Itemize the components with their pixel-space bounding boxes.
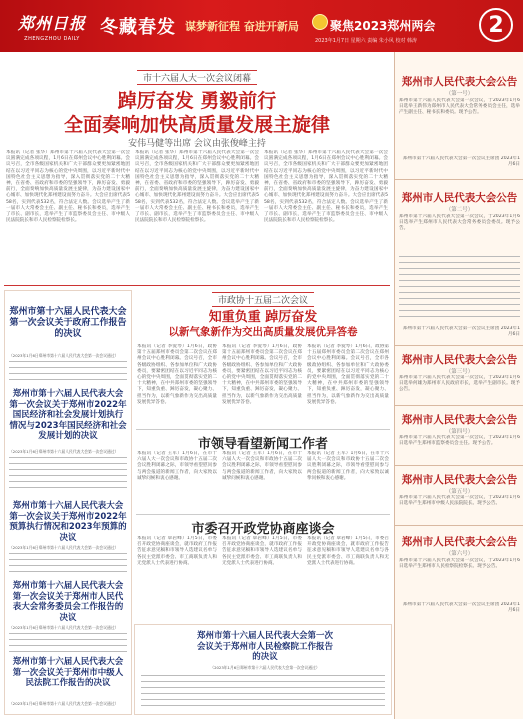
notice-title-6: 郑州市人民代表大会公告 bbox=[401, 536, 518, 548]
decisions-panel bbox=[4, 290, 132, 715]
notice-namelist-2 bbox=[399, 256, 520, 322]
theme-title: 冬藏春发 bbox=[100, 17, 176, 38]
notice-title-1: 郑州市人民代表大会公告 bbox=[401, 76, 518, 88]
divider bbox=[136, 514, 390, 515]
theme-slogan: 谋梦新征程 奋进开新局 bbox=[185, 20, 299, 33]
cppcc-kicker: 市政协十五届二次会议 bbox=[132, 292, 394, 307]
lead-body-col2: 本报讯（记者 张华）郑州市第十六届人民代表大会第一次会议圆满完成各项议程，1月6日在郑州会议中心胜利闭幕。会议号召，全市各级国家机关和广大干部群众要更加紧密地团结在以习近平同志为核心的党中央周围，以习近平新时代中国特色社会主义思想为指导，深入贯彻落实党的二十大精神，在省委、省政府和市委的坚强领导下，踔厉奋发、勇毅前行，全面奏响加快高质量发展主旋律，为奋力建设国家中心城市、加快现代化郑州建设而努力奋斗。大会应出席代表558名，实到代表532名，符合法定人数。会议选举产生了新一届市人大常委会主任、副主任、秘书长和委员，选举产生了市长、副市长，选举产生了市监察委员会主任、市中级人民法院院长和市人民检察院检察长。 bbox=[135, 150, 259, 224]
notice-1 bbox=[395, 52, 523, 180]
main-column bbox=[0, 52, 394, 719]
notice-number-1: （第一号） bbox=[445, 91, 474, 97]
decision-text-4 bbox=[9, 633, 127, 653]
notice-sign-2: 郑州市第十六届人民代表大会第一次会议主席团 2023年1月6日 bbox=[402, 326, 520, 338]
logo-text: 郑州日报 bbox=[17, 13, 86, 33]
focus-label: 聚焦2023郑州两会 bbox=[330, 19, 436, 33]
lead-headline-2: 全面奏响加快高质量发展主旋律 bbox=[63, 114, 330, 136]
notice-number-2: （第二号） bbox=[445, 207, 474, 213]
issue-meta: 2023年1月7日 星期六 责编 朱小风 校对 韩涛 bbox=[315, 38, 418, 44]
notice-body-1: 郑州市第十六届人民代表大会第一次会议，于2023年1月6日选举王新伟为郑州市人民代表大会常务委员会主任，选举产生副主任、秘书长和委员。现予公告。 bbox=[399, 98, 520, 116]
notice-sign-6: 郑州市第十六届人民代表大会第一次会议主席团 2023年1月6日 bbox=[402, 602, 520, 614]
notice-body-6: 郑州市第十六届人民代表大会第一次会议，于2023年1月6日选举产生郑州市人民检察院检察长。现予公告。 bbox=[399, 558, 520, 570]
lead-kicker: 市十六届人大一次会议闭幕 bbox=[0, 70, 394, 85]
cppcc-body-col2: 本报讯（记者 李爱琴）1月6日，政协第十五届郑州市委员会第二次会议在郑州会议中心胜利闭幕。会议号召，全市各级政协组织、各参加单位和广大政协委员，要紧密团结在以习近平同志为核心的党中央周围，全面贯彻落实党的二十大精神，在中共郑州市委的坚强领导下，知重负重、踔厉奋发，凝心聚力、担当作为，以新气象新作为交出高质量发展优异答卷。 bbox=[222, 344, 302, 405]
news1-body-col1: 本报讯（记者 王军）1月6日，在市十六届人大一次会议和市政协十五届二次会议胜利闭幕之际，市领导看望慰问参与两会报道的新闻工作者，向大家致以诚挚问候和衷心感谢。 bbox=[137, 451, 217, 481]
cppcc-body-col3: 本报讯（记者 李爱琴）1月6日，政协第十五届郑州市委员会第二次会议在郑州会议中心胜利闭幕。会议号召，全市各级政协组织、各参加单位和广大政协委员，要紧密团结在以习近平同志为核心的党中央周围，全面贯彻落实党的二十大精神，在中共郑州市委的坚强领导下，知重负重、踔厉奋发，凝心聚力、担当作为，以新气象新作为交出高质量发展优异答卷。 bbox=[307, 344, 389, 405]
notice-title-2: 郑州市人民代表大会公告 bbox=[401, 192, 518, 204]
cppcc-body-col1: 本报讯（记者 李爱琴）1月6日，政协第十五届郑州市委员会第二次会议在郑州会议中心胜利闭幕。会议号召，全市各级政协组织、各参加单位和广大政协委员，要紧密团结在以习近平同志为核心的党中央周围，全面贯彻落实党的二十大精神，在中共郑州市委的坚强领导下，知重负重、踔厉奋发，凝心聚力、担当作为，以新气象新作为交出高质量发展优异答卷。 bbox=[137, 344, 217, 405]
notice-number-3: （第三号） bbox=[445, 369, 474, 375]
notice-sign-1: 郑州市第十六届人民代表大会第一次会议主席团 2023年1月6日 bbox=[402, 156, 520, 168]
notice-title-5: 郑州市人民代表大会公告 bbox=[401, 474, 518, 486]
notice-6 bbox=[395, 526, 523, 624]
decision-date-4: （2023年1月6日郑州市第十六届人民代表大会第一次会议通过） bbox=[9, 625, 119, 630]
notice-body-5: 郑州市第十六届人民代表大会第一次会议，于2023年1月6日选举产生郑州市中级人民法院院长。现予公告。 bbox=[399, 495, 520, 507]
cppcc-headline-1: 知重负重 踔厉奋发 bbox=[208, 310, 318, 325]
lead-byline: 安伟马健等出席 会议由张俊峰主持 bbox=[128, 139, 266, 149]
newspaper-logo bbox=[8, 5, 96, 47]
masthead-banner bbox=[0, 0, 523, 52]
decision-date-5: （2023年1月6日郑州市第十六届人民代表大会第一次会议通过） bbox=[9, 701, 119, 706]
decision-date-6: （2023年1月6日郑州市第十六届人民代表大会第一次会议通过） bbox=[210, 665, 320, 670]
section-divider bbox=[4, 285, 390, 286]
decision-title-4: 郑州市第十六届人民代表大会第一次会议关于郑州市人民代表大会常务委员会工作报告的决议 bbox=[12, 581, 124, 623]
notice-3 bbox=[395, 346, 523, 406]
lead-headline-1: 踔厉奋发 勇毅前行 bbox=[117, 90, 277, 112]
news1-body-col3: 本报讯（记者 王军）1月6日，在市十六届人大一次会议和市政协十五届二次会议胜利闭幕之际，市领导看望慰问参与两会报道的新闻工作者，向大家致以诚挚问候和衷心感谢。 bbox=[307, 451, 389, 481]
decision-text-6 bbox=[141, 675, 385, 709]
decision-title-5: 郑州市第十六届人民代表大会第一次会议关于郑州市中级人民法院工作报告的决议 bbox=[12, 657, 124, 688]
notice-number-6: （第六号） bbox=[445, 551, 474, 557]
logo-english: ZHENGZHOU DAILY bbox=[24, 35, 80, 42]
notice-title-4: 郑州市人民代表大会公告 bbox=[401, 414, 518, 426]
decision-date-3: （2023年1月6日郑州市第十六届人民代表大会第一次会议通过） bbox=[9, 545, 119, 550]
notice-body-4: 郑州市第十六届人民代表大会第一次会议，于2023年1月6日选举产生郑州市监察委员会主任。现予公告。 bbox=[399, 435, 520, 447]
decision-title-1: 郑州市第十六届人民代表大会第一次会议关于政府工作报告的决议 bbox=[9, 307, 127, 339]
notice-5 bbox=[395, 466, 523, 526]
decision-text-3 bbox=[9, 553, 127, 575]
notice-4 bbox=[395, 406, 523, 466]
page-number: 2 bbox=[479, 8, 513, 42]
cppcc-headline-2: 以新气象新作为交出高质量发展优异答卷 bbox=[168, 326, 358, 338]
news2-body-col3: 本报讯（记者 覃岩峰）1月5日，市委召开政党协商座谈会，就市政府工作报告征求意见稿和市领导人选建议名单与各民主党派市委会、市工商联负责人和无党派人士代表进行协商。 bbox=[307, 536, 389, 566]
news2-body-col2: 本报讯（记者 覃岩峰）1月5日，市委召开政党协商座谈会，就市政府工作报告征求意见稿和市领导人选建议名单与各民主党派市委会、市工商联负责人和无党派人士代表进行协商。 bbox=[222, 536, 302, 566]
notice-body-3: 郑州市第十六届人民代表大会第一次会议，于2023年1月6日选举何雄为郑州市人民政府市长，选举产生副市长。现予公告。 bbox=[399, 375, 520, 393]
notice-2 bbox=[395, 180, 523, 346]
decision-date-2: （2023年1月6日郑州市第十六届人民代表大会第一次会议通过） bbox=[9, 449, 119, 454]
notice-number-5: （第五号） bbox=[445, 489, 474, 495]
notice-title-3: 郑州市人民代表大会公告 bbox=[401, 354, 518, 366]
decision-title-3: 郑州市第十六届人民代表大会第一次会议关于郑州市2022年预算执行情况和2023年预算的决议 bbox=[9, 501, 127, 543]
news1-body-col2: 本报讯（记者 王军）1月6日，在市十六届人大一次会议和市政协十五届二次会议胜利闭幕之际，市领导看望慰问参与两会报道的新闻工作者，向大家致以诚挚问候和衷心感谢。 bbox=[222, 451, 302, 481]
decision-title-2: 郑州市第十六届人民代表大会第一次会议关于郑州市2022年国民经济和社会发展计划执行情况与2023年国民经济和社会发展计划的决议 bbox=[9, 389, 127, 441]
decision-date-1: （2023年1月6日郑州市第十六届人民代表大会第一次会议通过） bbox=[9, 353, 119, 358]
decision-procuratorate-panel bbox=[134, 624, 392, 715]
decision-title-6: 郑州市第十六届人民代表大会第一次会议关于郑州市人民检察院工作报告的决议 bbox=[196, 631, 333, 662]
decision-text-2 bbox=[9, 457, 127, 493]
notice-number-4: （第四号） bbox=[445, 429, 474, 435]
news1-headline: 市领导看望新闻工作者 bbox=[197, 437, 328, 452]
notice-body-2: 郑州市第十六届人民代表大会第一次会议，于2023年1月6日选举产生郑州市人民代表大会常务委员会委员。现予公告。 bbox=[399, 214, 520, 232]
notices-column bbox=[394, 52, 523, 719]
lead-body-col3: 本报讯（记者 张华）郑州市第十六届人民代表大会第一次会议圆满完成各项议程，1月6日在郑州会议中心胜利闭幕。会议号召，全市各级国家机关和广大干部群众要更加紧密地团结在以习近平同志为核心的党中央周围，以习近平新时代中国特色社会主义思想为指导，深入贯彻落实党的二十大精神，在省委、省政府和市委的坚强领导下，踔厉奋发、勇毅前行，全面奏响加快高质量发展主旋律，为奋力建设国家中心城市、加快现代化郑州建设而努力奋斗。大会应出席代表558名，实到代表532名，符合法定人数。会议选举产生了新一届市人大常委会主任、副主任、秘书长和委员，选举产生了市长、副市长，选举产生了市监察委员会主任、市中级人民法院院长和市人民检察院检察长。 bbox=[264, 150, 388, 224]
divider bbox=[136, 429, 390, 430]
news2-headline: 市委召开政党协商座谈会 bbox=[191, 522, 335, 537]
emblem-icon bbox=[312, 14, 328, 30]
decision-text-1 bbox=[9, 361, 127, 383]
lead-body-col1: 本报讯（记者 张华）郑州市第十六届人民代表大会第一次会议圆满完成各项议程，1月6日在郑州会议中心胜利闭幕。会议号召，全市各级国家机关和广大干部群众要更加紧密地团结在以习近平同志为核心的党中央周围，以习近平新时代中国特色社会主义思想为指导，深入贯彻落实党的二十大精神，在省委、省政府和市委的坚强领导下，踔厉奋发、勇毅前行，全面奏响加快高质量发展主旋律，为奋力建设国家中心城市、加快现代化郑州建设而努力奋斗。大会应出席代表558名，实到代表532名，符合法定人数。会议选举产生了新一届市人大常委会主任、副主任、秘书长和委员，选举产生了市长、副市长，选举产生了市监察委员会主任、市中级人民法院院长和市人民检察院检察长。 bbox=[6, 150, 130, 224]
news2-body-col1: 本报讯（记者 覃岩峰）1月5日，市委召开政党协商座谈会，就市政府工作报告征求意见稿和市领导人选建议名单与各民主党派市委会、市工商联负责人和无党派人士代表进行协商。 bbox=[137, 536, 217, 566]
